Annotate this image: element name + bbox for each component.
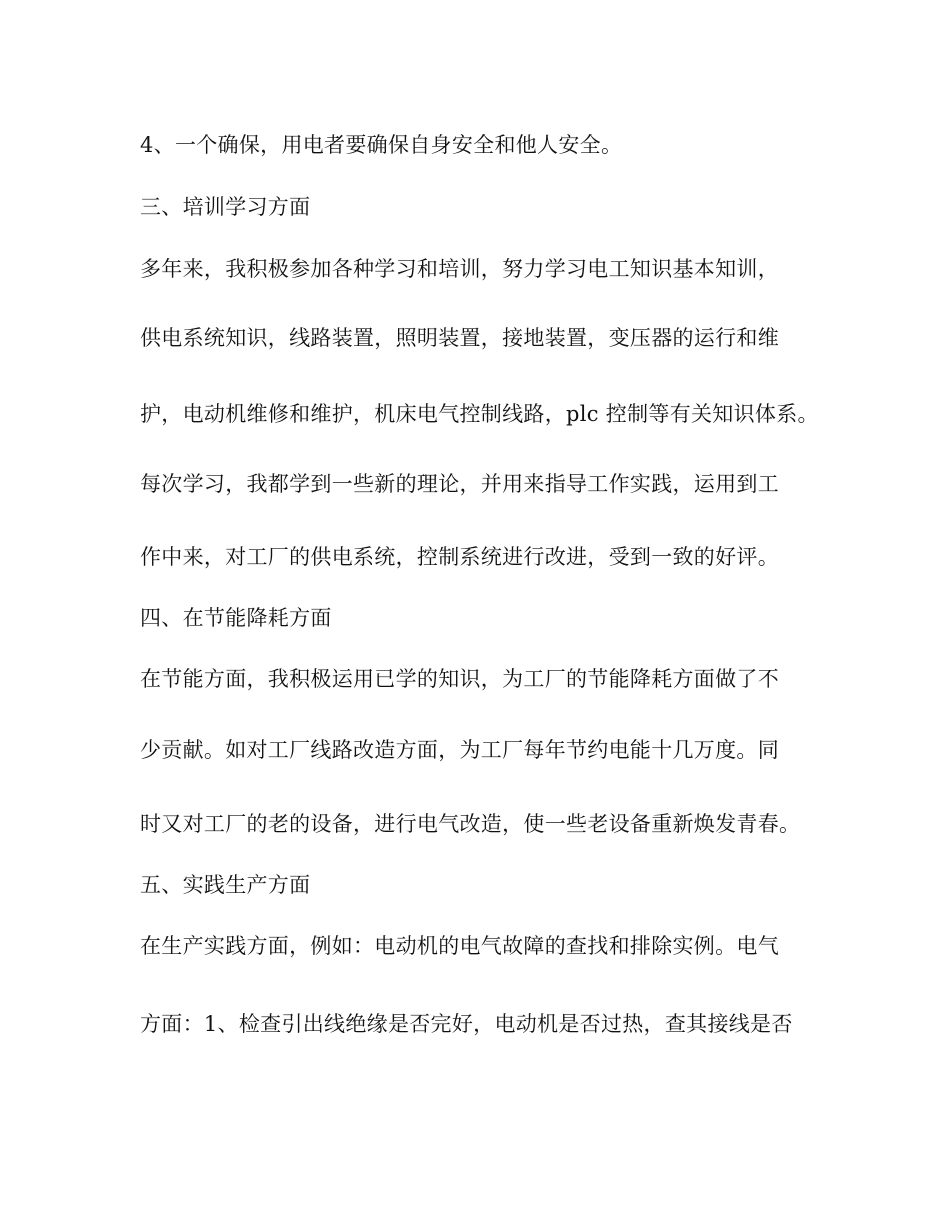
paragraph-line: 多年来，我积极参加各种学习和培训，努力学习电工知识基本知训，	[140, 257, 779, 281]
paragraph-line: 护，电动机维修和维护，机床电气控制线路，plc 控制等有关知识体系。	[140, 402, 819, 426]
paragraph-line: 在节能方面，我积极运用已学的知识，为工厂的节能降耗方面做了不	[140, 667, 779, 691]
section-heading-energy: 四、在节能降耗方面	[140, 606, 332, 630]
section-heading-training: 三、培训学习方面	[140, 195, 311, 219]
paragraph-line: 时又对工厂的老的设备，进行电气改造，使一些老设备重新焕发青春。	[140, 812, 801, 836]
paragraph-line: 作中来，对工厂的供电系统，控制系统进行改进，受到一致的好评。	[140, 545, 779, 569]
section-heading-practice: 五、实践生产方面	[140, 873, 311, 897]
list-item-safety: 4、一个确保，用电者要确保自身安全和他人安全。	[140, 133, 623, 157]
paragraph-line: 方面：1、检查引出线绝缘是否完好，电动机是否过热，查其接线是否	[140, 1012, 793, 1036]
paragraph-line: 在生产实践方面，例如：电动机的电气故障的查找和排除实例。电气	[140, 934, 779, 958]
paragraph-line: 每次学习，我都学到一些新的理论，并用来指导工作实践，运用到工	[140, 472, 779, 496]
paragraph-line: 供电系统知识，线路装置，照明装置，接地装置，变压器的运行和维	[140, 326, 779, 350]
paragraph-line: 少贡献。如对工厂线路改造方面，为工厂每年节约电能十几万度。同	[140, 738, 779, 762]
